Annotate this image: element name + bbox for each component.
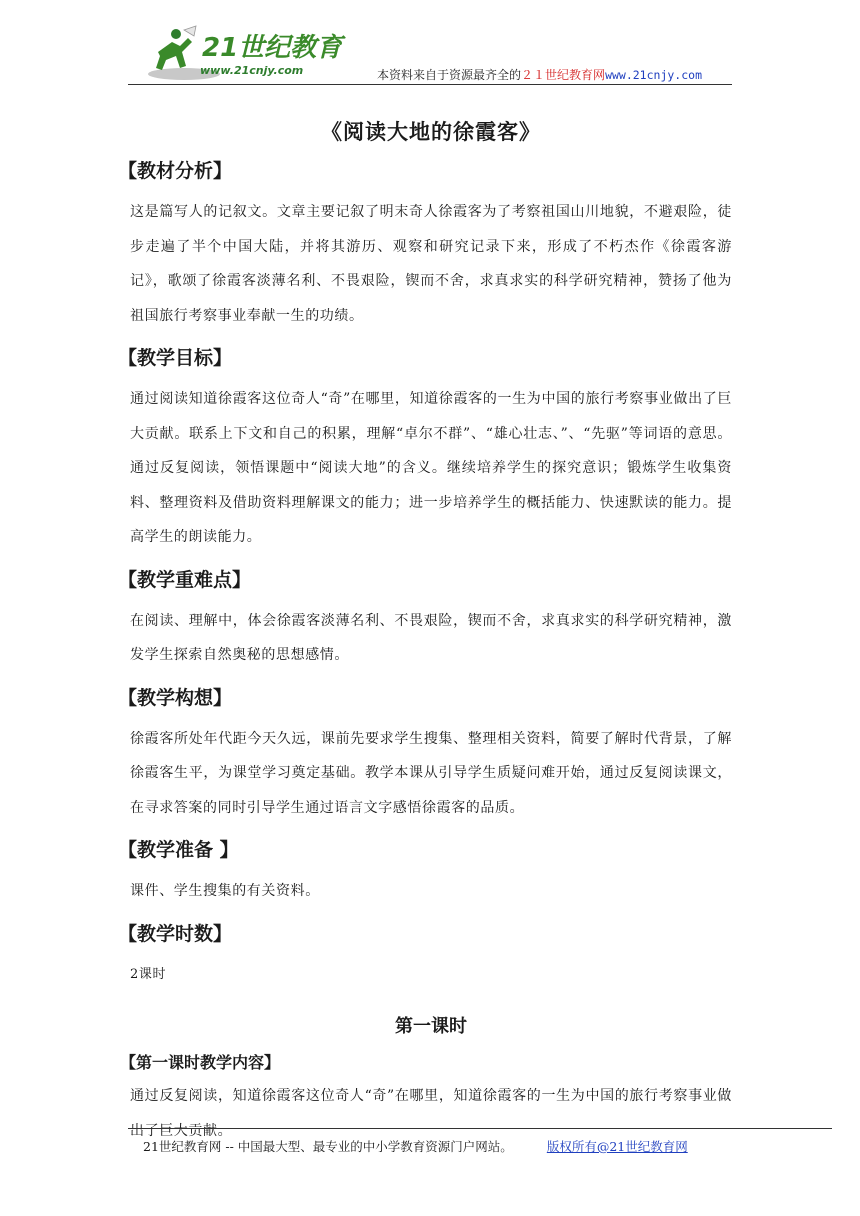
section-heading-class-hours: 【教学时数】 xyxy=(118,922,233,945)
section-text-preparation: 课件、学生搜集的有关资料。 xyxy=(130,883,320,899)
svg-text:21世纪教育: 21世纪教育 xyxy=(202,33,343,63)
document-body xyxy=(118,116,732,1148)
section-text-textbook-analysis: 这是篇写人的记叙文。文章主要记叙了明末奇人徐霞客为了考察祖国山川地貌，不避艰险，徒步走遍了半个中国大陆，并将其游历、观察和研究记录下来，形成了不朽杰作《徐霞客游记》，歌颂了徐霞客淡薄名利、不畏艰险，锲而不舍，求真求实的科学研究精神，赞扬了他为祖国旅行考察事业奉献一生的功绩。 xyxy=(130,204,732,324)
lesson-title: 第一课时 xyxy=(395,1016,467,1037)
header-site-name: ２１世纪教育网 xyxy=(521,68,606,82)
header-site-url[interactable]: www.21cnjy.com xyxy=(605,68,702,82)
page-footer xyxy=(143,1137,688,1155)
section-text-teaching-concept: 徐霞客所处年代距今天久远，课前先要求学生搜集、整理相关资料，简要了解时代背景，了解徐霞客生平，为课堂学习奠定基础。教学本课从引导学生质疑问难开始，通过反复阅读课文，在寻求答案的同时引导学生通过语言文字感悟徐霞客的品质。 xyxy=(130,730,732,816)
section-heading-teaching-concept: 【教学构想】 xyxy=(118,686,233,709)
document-title: 《阅读大地的徐霞客》 xyxy=(321,120,541,144)
section-heading-key-points: 【教学重难点】 xyxy=(118,568,252,591)
section-heading-textbook-analysis: 【教材分析】 xyxy=(118,160,233,182)
21cnjy-logo xyxy=(136,22,346,82)
section-text-key-points: 在阅读、理解中，体会徐霞客淡薄名利、不畏艰险，锲而不舍，求真求实的科学研究精神，激发学生探索自然奥秘的思想感情。 xyxy=(130,612,732,663)
section-text-teaching-goals: 通过阅读知道徐霞客这位奇人“奇”在哪里，知道徐霞客的一生为中国的旅行考察事业做出了巨大贡献。联系上下文和自己的积累，理解“卓尔不群”、“雄心壮志、”、“先驱”等词语的意思。通过反复阅读，领悟课题中“阅读大地”的含义。继续培养学生的探究意识；锻炼学生收集资料、整理资料及借助资料理解课文的能力；进一步培养学生的概括能力、快速默读的能力。提高学生的朗读能力。 xyxy=(130,391,732,545)
footer-divider xyxy=(128,1128,832,1129)
page-header xyxy=(128,22,732,84)
lesson-content-heading: 【第一课时教学内容】 xyxy=(120,1053,281,1072)
lesson-content-text: 通过反复阅读，知道徐霞客这位奇人“奇”在哪里，知道徐霞客的一生为中国的旅行考察事业做出了巨大贡献。 xyxy=(130,1088,732,1139)
footer-site-description: 21世纪教育网 -- 中国最大型、最专业的中小学教育资源门户网站。 xyxy=(143,1139,513,1154)
section-heading-preparation: 【教学准备 】 xyxy=(118,839,239,861)
header-source-note: 本资料来自于资源最齐全的２１世纪教育网www.21cnjy.com xyxy=(377,68,702,82)
footer-copyright-link[interactable]: 版权所有@21世纪教育网 xyxy=(546,1139,688,1154)
header-divider xyxy=(128,84,732,85)
section-heading-teaching-goals: 【教学目标】 xyxy=(118,347,233,369)
section-text-class-hours: 2课时 xyxy=(130,966,167,982)
svg-text:www.21cnjy.com: www.21cnjy.com xyxy=(200,64,304,77)
